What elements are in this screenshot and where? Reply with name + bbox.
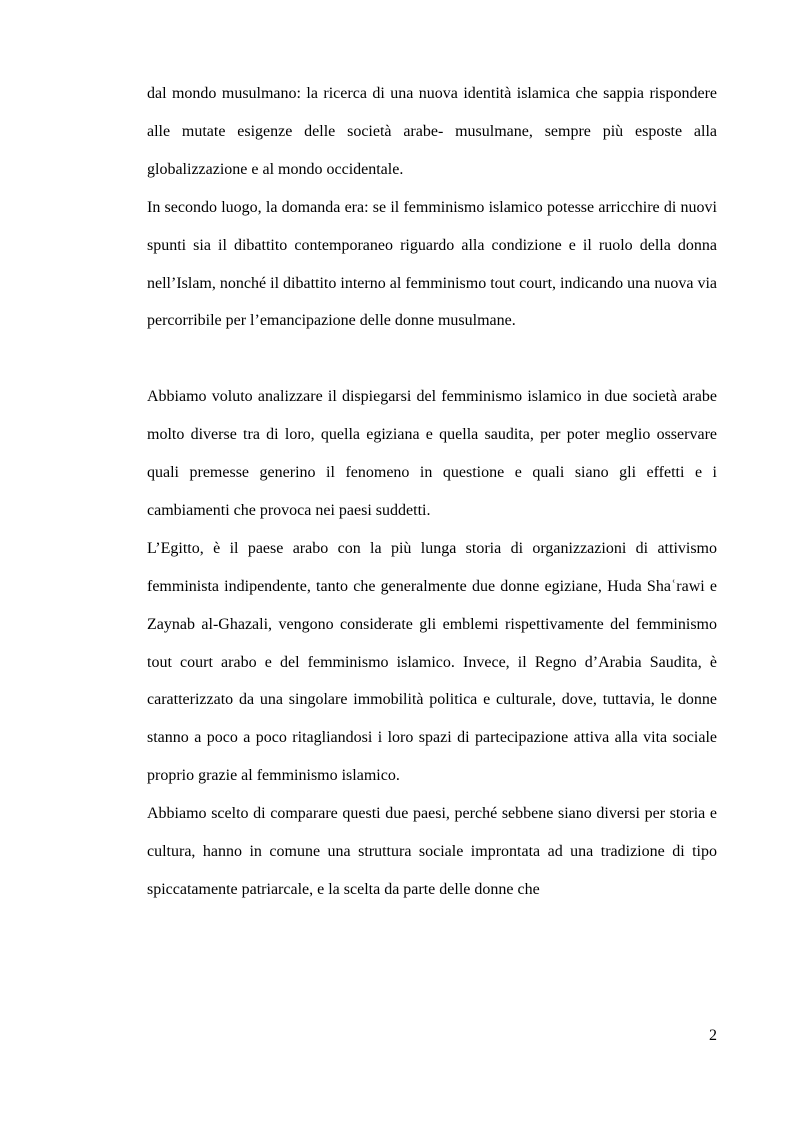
page-number: 2: [709, 1027, 717, 1044]
paragraph: Abbiamo scelto di comparare questi due paesi, perché sebbene siano diversi per storia e cultura, hanno in comune una struttura sociale improntata ad una tradizione di tipo spiccatamente patriarcale, e la scelta da parte delle donne che: [147, 805, 717, 899]
page-body: [147, 75, 717, 909]
paragraph: L’Egitto, è il paese arabo con la più lunga storia di organizzazioni di attivismo femminista indipendente, tanto che generalmente due donne egiziane, Huda Shaʿrawi e Zaynab al-Ghazali, vengono considerate gli emblemi rispettivamente del femminismo tout court arabo e del femminismo islamico. Invece, il Regno d’Arabia Saudita, è caratterizzato da una singolare immobilità politica e culturale, dove, tuttavia, le donne stanno a poco a poco ritagliandosi i loro spazi di partecipazione attiva alla vita sociale proprio grazie al femminismo islamico.: [147, 539, 717, 785]
paragraph-spacer: [147, 340, 717, 378]
paragraph: Abbiamo voluto analizzare il dispiegarsi del femminismo islamico in due società arabe molto diverse tra di loro, quella egiziana e quella saudita, per poter meglio osservare quali premesse generino il fenomeno in questione e quali siano gli effetti e i cambiamenti che provoca nei paesi suddetti.: [147, 388, 717, 519]
paragraph: In secondo luogo, la domanda era: se il femminismo islamico potesse arricchire di nuovi spunti sia il dibattito contemporaneo riguardo alla condizione e il ruolo della donna nell’Islam, nonché il dibattito interno al femminismo tout court, indicando una nuova via percorribile per l’emancipazione delle donne musulmane.: [147, 198, 717, 330]
paragraph: dal mondo musulmano: la ricerca di una nuova identità islamica che sappia rispondere alle mutate esigenze delle società arabe- musulmane, sempre più esposte alla globalizzazione e al mondo occidentale.: [147, 85, 717, 178]
